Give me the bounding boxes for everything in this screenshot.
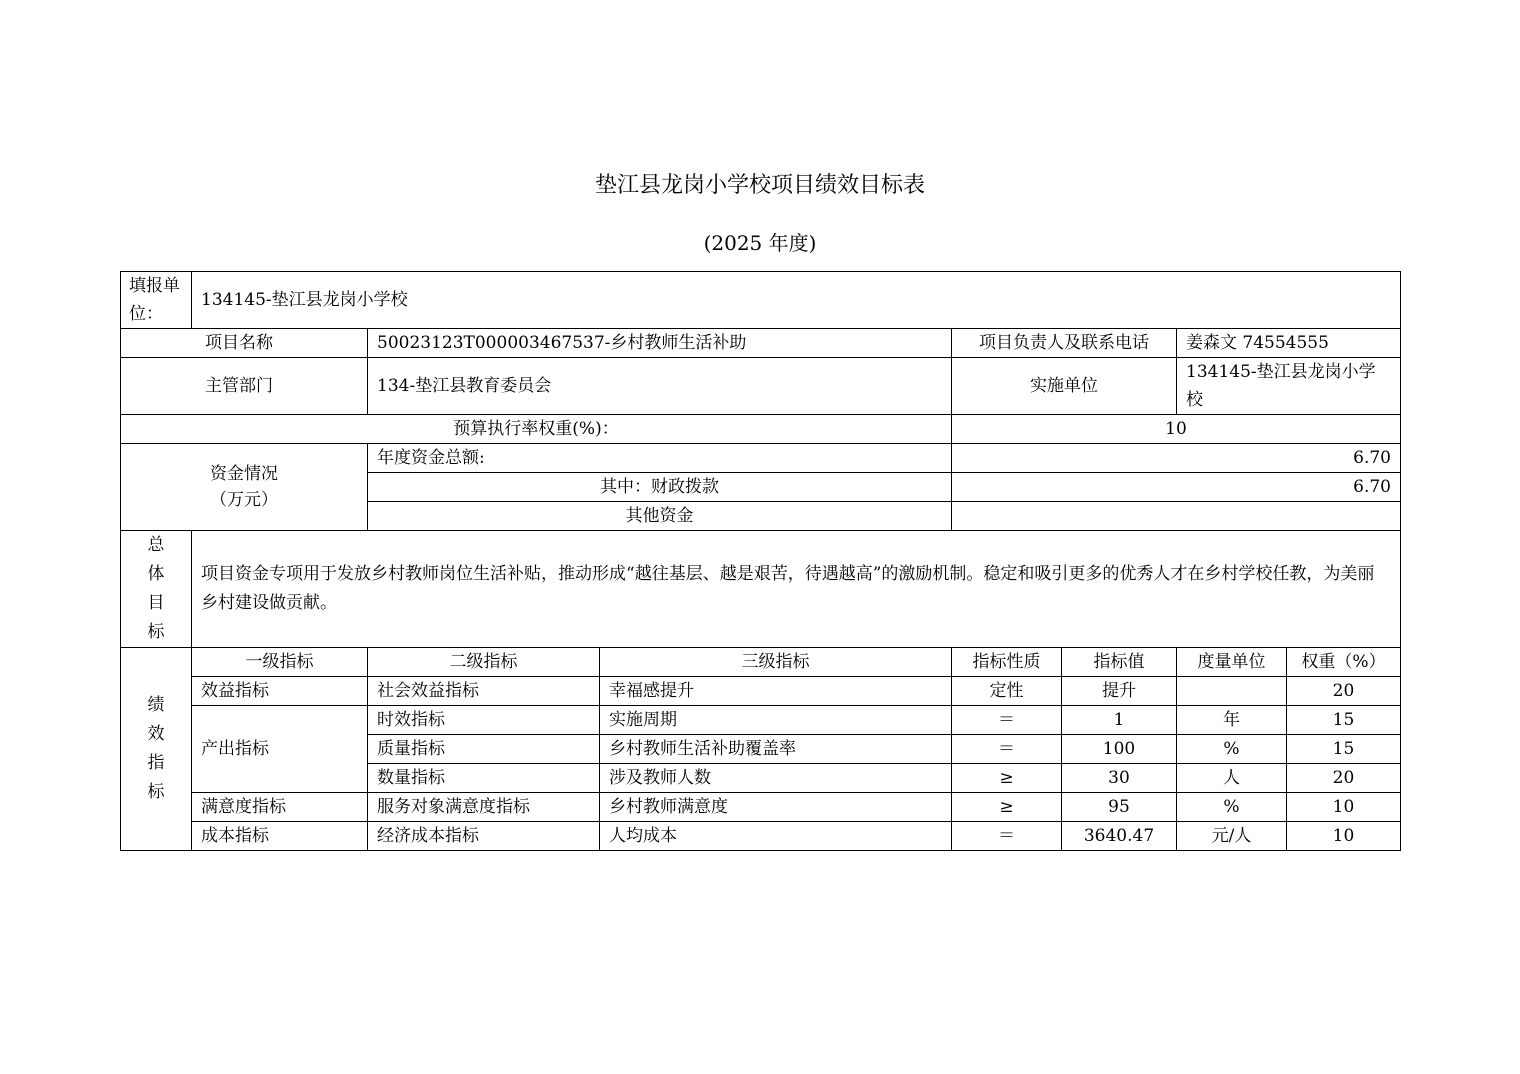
level3-cell: 乡村教师生活补助覆盖率 <box>600 735 952 764</box>
level1-cell: 成本指标 <box>192 822 368 851</box>
unit-cell <box>1177 677 1287 706</box>
level2-cell: 数量指标 <box>368 764 600 793</box>
unit-cell: 人 <box>1177 764 1287 793</box>
fiscal-value: 6.70 <box>952 473 1401 502</box>
level2-cell: 社会效益指标 <box>368 677 600 706</box>
level1-cell: 产出指标 <box>192 706 368 793</box>
nature-cell: ＝ <box>952 822 1062 851</box>
value-cell: 100 <box>1062 735 1177 764</box>
perf-label-char: 效 <box>147 724 165 744</box>
budget-rate-label: 预算执行率权重(%)： <box>121 415 952 444</box>
department-row <box>121 358 1401 415</box>
performance-target-table <box>120 271 1401 851</box>
col-header-level3: 三级指标 <box>600 648 952 677</box>
funds-label-unit: （万元） <box>210 490 278 510</box>
weight-cell: 20 <box>1287 764 1401 793</box>
level3-cell: 人均成本 <box>600 822 952 851</box>
level2-cell: 时效指标 <box>368 706 600 735</box>
impl-unit-value: 134145-垫江县龙岗小学校 <box>1177 358 1401 415</box>
goal-label-char: 总 <box>147 535 165 555</box>
weight-cell: 10 <box>1287 793 1401 822</box>
level1-cell: 效益指标 <box>192 677 368 706</box>
other-funds-value <box>952 502 1401 531</box>
dept-label: 主管部门 <box>121 358 368 415</box>
weight-cell: 10 <box>1287 822 1401 851</box>
nature-cell: 定性 <box>952 677 1062 706</box>
funds-label-main: 资金情况 <box>210 464 278 484</box>
funds-total-row <box>121 444 1401 473</box>
goal-label-char: 目 <box>147 593 165 613</box>
unit-cell: % <box>1177 793 1287 822</box>
perf-label-char: 指 <box>147 753 165 773</box>
fill-unit-label: 填报单位： <box>121 272 192 329</box>
impl-unit-label: 实施单位 <box>952 358 1177 415</box>
unit-cell: 年 <box>1177 706 1287 735</box>
table-row <box>121 793 1401 822</box>
annual-total-value: 6.70 <box>952 444 1401 473</box>
funds-label <box>121 444 368 531</box>
contact-label: 项目负责人及联系电话 <box>952 329 1177 358</box>
nature-cell: ≥ <box>952 764 1062 793</box>
table-row <box>121 822 1401 851</box>
other-funds-label: 其他资金 <box>368 502 952 531</box>
unit-cell: % <box>1177 735 1287 764</box>
col-header-weight: 权重（%） <box>1287 648 1401 677</box>
year-subtitle: (2025 年度) <box>703 231 817 255</box>
level3-cell: 涉及教师人数 <box>600 764 952 793</box>
level2-cell: 质量指标 <box>368 735 600 764</box>
budget-rate-value: 10 <box>952 415 1401 444</box>
nature-cell: ＝ <box>952 735 1062 764</box>
value-cell: 1 <box>1062 706 1177 735</box>
table-row <box>121 706 1401 735</box>
value-cell: 30 <box>1062 764 1177 793</box>
goal-label-char: 标 <box>147 622 165 642</box>
weight-cell: 15 <box>1287 706 1401 735</box>
project-name-value: 50023123T000003467537-乡村教师生活补助 <box>368 329 952 358</box>
level3-cell: 幸福感提升 <box>600 677 952 706</box>
level2-cell: 经济成本指标 <box>368 822 600 851</box>
value-cell: 3640.47 <box>1062 822 1177 851</box>
perf-label-char: 标 <box>147 782 165 802</box>
perf-label-char: 绩 <box>147 695 165 715</box>
project-name-row <box>121 329 1401 358</box>
fill-unit-value: 134145-垫江县龙岗小学校 <box>192 272 1401 329</box>
value-cell: 95 <box>1062 793 1177 822</box>
weight-cell: 15 <box>1287 735 1401 764</box>
dept-value: 134-垫江县教育委员会 <box>368 358 952 415</box>
overall-goal-row <box>121 531 1401 648</box>
overall-goal-text: 项目资金专项用于发放乡村教师岗位生活补贴，推动形成“越往基层、越是艰苦，待遇越高”的激励机制。稳定和吸引更多的优秀人才在乡村学校任教，为美丽乡村建设做贡献。 <box>192 531 1401 648</box>
project-name-label: 项目名称 <box>121 329 368 358</box>
col-header-nature: 指标性质 <box>952 648 1062 677</box>
col-header-level2: 二级指标 <box>368 648 600 677</box>
col-header-unit: 度量单位 <box>1177 648 1287 677</box>
weight-cell: 20 <box>1287 677 1401 706</box>
nature-cell: ＝ <box>952 706 1062 735</box>
table-row <box>121 677 1401 706</box>
indicator-header-row <box>121 648 1401 677</box>
value-cell: 提升 <box>1062 677 1177 706</box>
col-header-level1: 一级指标 <box>192 648 368 677</box>
overall-goal-label <box>121 531 192 648</box>
goal-label-char: 体 <box>147 564 165 584</box>
budget-rate-row <box>121 415 1401 444</box>
page-title: 垫江县龙岗小学校项目绩效目标表 <box>594 173 925 198</box>
level1-cell: 满意度指标 <box>192 793 368 822</box>
level2-cell: 服务对象满意度指标 <box>368 793 600 822</box>
fiscal-label: 其中：财政拨款 <box>368 473 952 502</box>
contact-value: 姜森文 74554555 <box>1177 329 1401 358</box>
level3-cell: 乡村教师满意度 <box>600 793 952 822</box>
nature-cell: ≥ <box>952 793 1062 822</box>
annual-total-label: 年度资金总额: <box>368 444 952 473</box>
fill-unit-row <box>121 272 1401 329</box>
level3-cell: 实施周期 <box>600 706 952 735</box>
unit-cell: 元/人 <box>1177 822 1287 851</box>
performance-indicator-label <box>121 648 192 851</box>
col-header-value: 指标值 <box>1062 648 1177 677</box>
